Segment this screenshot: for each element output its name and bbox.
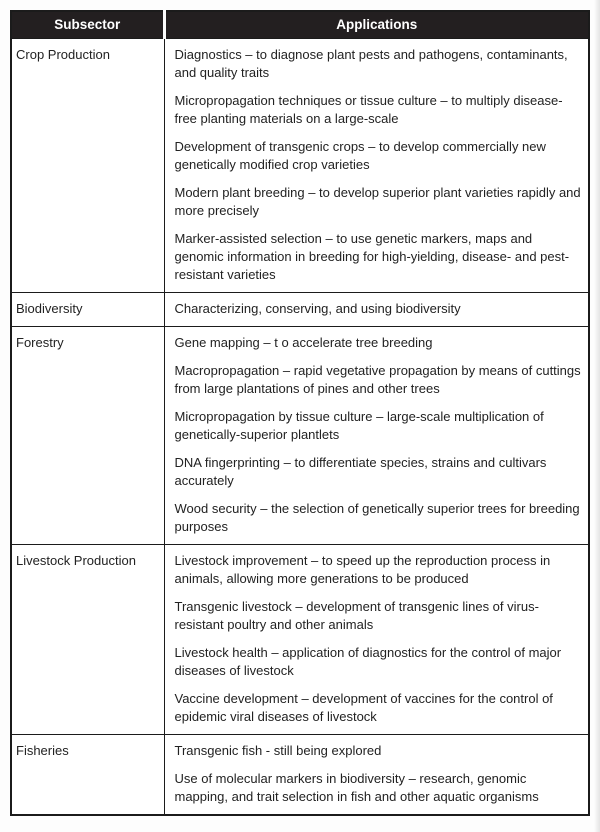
applications-cell <box>164 39 589 293</box>
application-item: DNA fingerprinting – to differentiate species, strains and cultivars accurately <box>174 455 547 488</box>
application-item: Macropropagation – rapid vegetative propagation by means of cuttings from large plantations of pines and other trees <box>174 363 581 396</box>
table-body <box>11 39 589 816</box>
application-item: Livestock health – application of diagnostics for the control of major diseases of livestock <box>174 645 562 678</box>
column-header-subsector: Subsector <box>11 11 164 39</box>
applications-cell <box>164 327 589 545</box>
application-item: Diagnostics – to diagnose plant pests and pathogens, contaminants, and quality traits <box>174 47 568 80</box>
table-header <box>11 11 589 39</box>
table-row <box>11 293 589 327</box>
applications-cell <box>164 293 589 327</box>
application-item: Transgenic fish - still being explored <box>174 743 382 758</box>
application-item: Marker-assisted selection – to use genetic markers, maps and genomic information in breeding for high-yielding, disease- and pest-resistant varieties <box>174 231 570 282</box>
subsector-cell: Forestry <box>11 327 164 545</box>
application-item: Micropropagation by tissue culture – large-scale multiplication of genetically-superior plantlets <box>174 409 544 442</box>
application-item: Micropropagation techniques or tissue culture – to multiply disease-free planting materials on a large-scale <box>174 93 563 126</box>
table-row <box>11 545 589 735</box>
table-row <box>11 327 589 545</box>
applications-cell <box>164 735 589 816</box>
header-row <box>11 11 589 39</box>
subsector-cell: Biodiversity <box>11 293 164 327</box>
subsector-cell: Livestock Production <box>11 545 164 735</box>
application-item: Development of transgenic crops – to develop commercially new genetically modified crop varieties <box>174 139 546 172</box>
application-item: Modern plant breeding – to develop superior plant varieties rapidly and more precisely <box>174 185 581 218</box>
application-item: Vaccine development – development of vaccines for the control of epidemic viral diseases of livestock <box>174 691 553 724</box>
application-item: Characterizing, conserving, and using biodiversity <box>174 301 461 316</box>
application-item: Transgenic livestock – development of transgenic lines of virus-resistant poultry and other animals <box>174 599 539 632</box>
application-item: Livestock improvement – to speed up the reproduction process in animals, allowing more generations to be produced <box>174 553 551 586</box>
application-item: Wood security – the selection of genetically superior trees for breeding purposes <box>174 501 580 534</box>
subsector-cell: Crop Production <box>11 39 164 293</box>
application-item: Use of molecular markers in biodiversity – research, genomic mapping, and trait selection in fish and other aquatic organisms <box>174 771 539 804</box>
table-row <box>11 39 589 293</box>
application-item: Gene mapping – t o accelerate tree breeding <box>174 335 433 350</box>
biotech-applications-table <box>10 10 590 816</box>
column-header-applications: Applications <box>164 11 589 39</box>
table-row <box>11 735 589 816</box>
applications-cell <box>164 545 589 735</box>
subsector-cell: Fisheries <box>11 735 164 816</box>
